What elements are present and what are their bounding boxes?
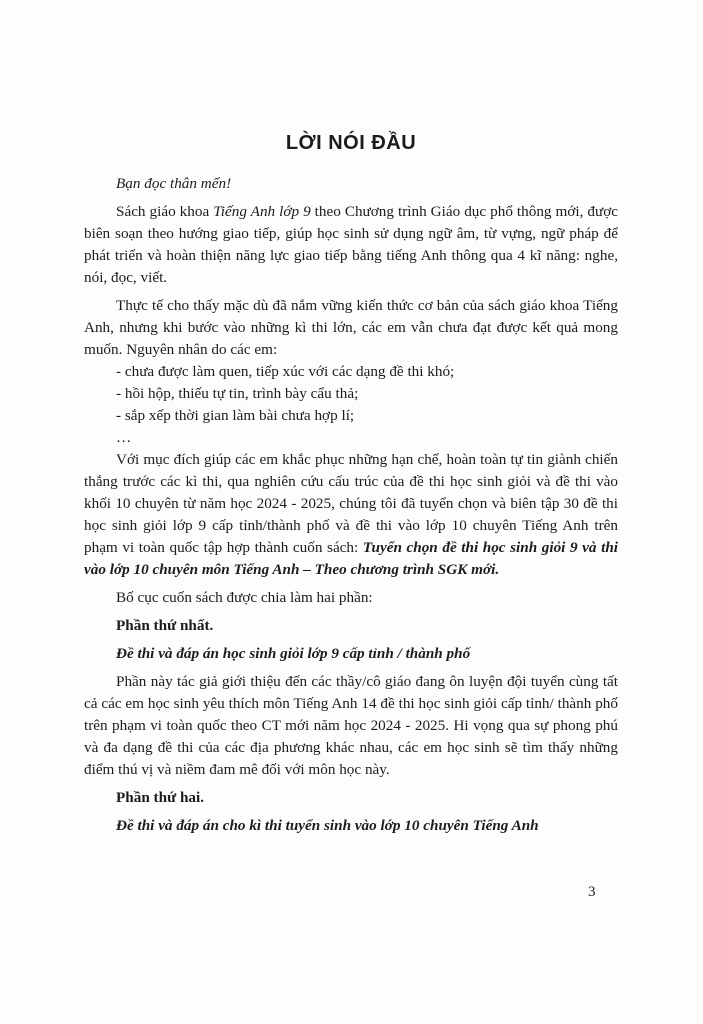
book-title-italic: Tiếng Anh lớp 9: [213, 203, 311, 220]
book-name-bold-italic: Tuyển chọn đề thi học sinh giỏi 9 và thi vào lớp 10 chuyên môn Tiếng Anh – Theo chương trình SGK mới.: [84, 539, 618, 578]
paragraph-3-text: Với mục đích giúp các em khắc phục những hạn chế, hoàn toàn tự tin giành chiến thắng trước các kì thi, qua nghiên cứu cấu trúc của đề thi học sinh giỏi và đề thi vào khối 10 chuyên từ năm học 2024 - 2025, chúng tôi đã tuyển chọn và biên tập 30 đề thi học sinh giỏi lớp 9 cấp tỉnh/thành phố và đề thi vào lớp 10 chuyên Tiếng Anh trên phạm vi toàn quốc tập hợp thành cuốn sách:: [84, 451, 618, 556]
cause-item-1: - chưa được làm quen, tiếp xúc với các dạng đề thi khó;: [116, 363, 455, 380]
part-1-body: Phần này tác giả giới thiệu đến các thầy/cô giáo đang ôn luyện đội tuyển cùng tất cả các em học sinh yêu thích môn Tiếng Anh 14 đề thi học sinh giỏi cấp tỉnh/ thành phố trên phạm vi toàn quốc theo CT mới năm học 2024 - 2025. Hi vọng qua sự phong phú và đa dạng đề thi của các địa phương khác nhau, các em học sinh sẽ tìm thấy những điểm thú vị và niềm đam mê đối với môn học này.: [84, 673, 618, 778]
paragraph-3: [84, 449, 618, 581]
cause-item-2: - hồi hộp, thiếu tự tin, trình bày cẩu thả;: [116, 385, 359, 402]
paragraph-1-text-a: Sách giáo khoa: [116, 203, 214, 220]
part-1-subtitle: Đề thi và đáp án học sinh giỏi lớp 9 cấp tỉnh / thành phố: [116, 645, 471, 662]
paragraph-1-text-c: theo Chương trình Giáo dục phổ thông mới, được biên soạn theo hướng giao tiếp, giúp học sinh sử dụng ngữ âm, từ vựng, ngữ pháp để phát triển và hoàn thiện năng lực giao tiếp bằng tiếng Anh thông qua 4 kĩ năng: nghe, nói, đọc, viết.: [84, 203, 618, 286]
cause-item-ellipsis: …: [116, 429, 132, 446]
preface-content: [84, 132, 618, 837]
part-2-subtitle: Đề thi và đáp án cho kì thi tuyển sinh vào lớp 10 chuyên Tiếng Anh: [116, 817, 539, 834]
page-title: LỜI NÓI ĐẦU: [285, 132, 417, 154]
greeting: Bạn đọc thân mến!: [116, 175, 232, 192]
cause-item-3: - sắp xếp thời gian làm bài chưa hợp lí;: [116, 407, 355, 424]
paragraph-4: Bố cục cuốn sách được chia làm hai phần:: [116, 589, 373, 606]
paragraph-1: [84, 201, 618, 289]
page-number: 3: [588, 884, 596, 900]
part-2-heading: Phần thứ hai.: [116, 789, 205, 806]
part-1-heading: Phần thứ nhất.: [116, 617, 214, 634]
paragraph-2: Thực tế cho thấy mặc dù đã nắm vững kiến thức cơ bản của sách giáo khoa Tiếng Anh, nhưng khi bước vào những kì thi lớn, các em vẫn chưa đạt được kết quả mong muốn. Nguyên nhân do các em:: [84, 297, 618, 358]
